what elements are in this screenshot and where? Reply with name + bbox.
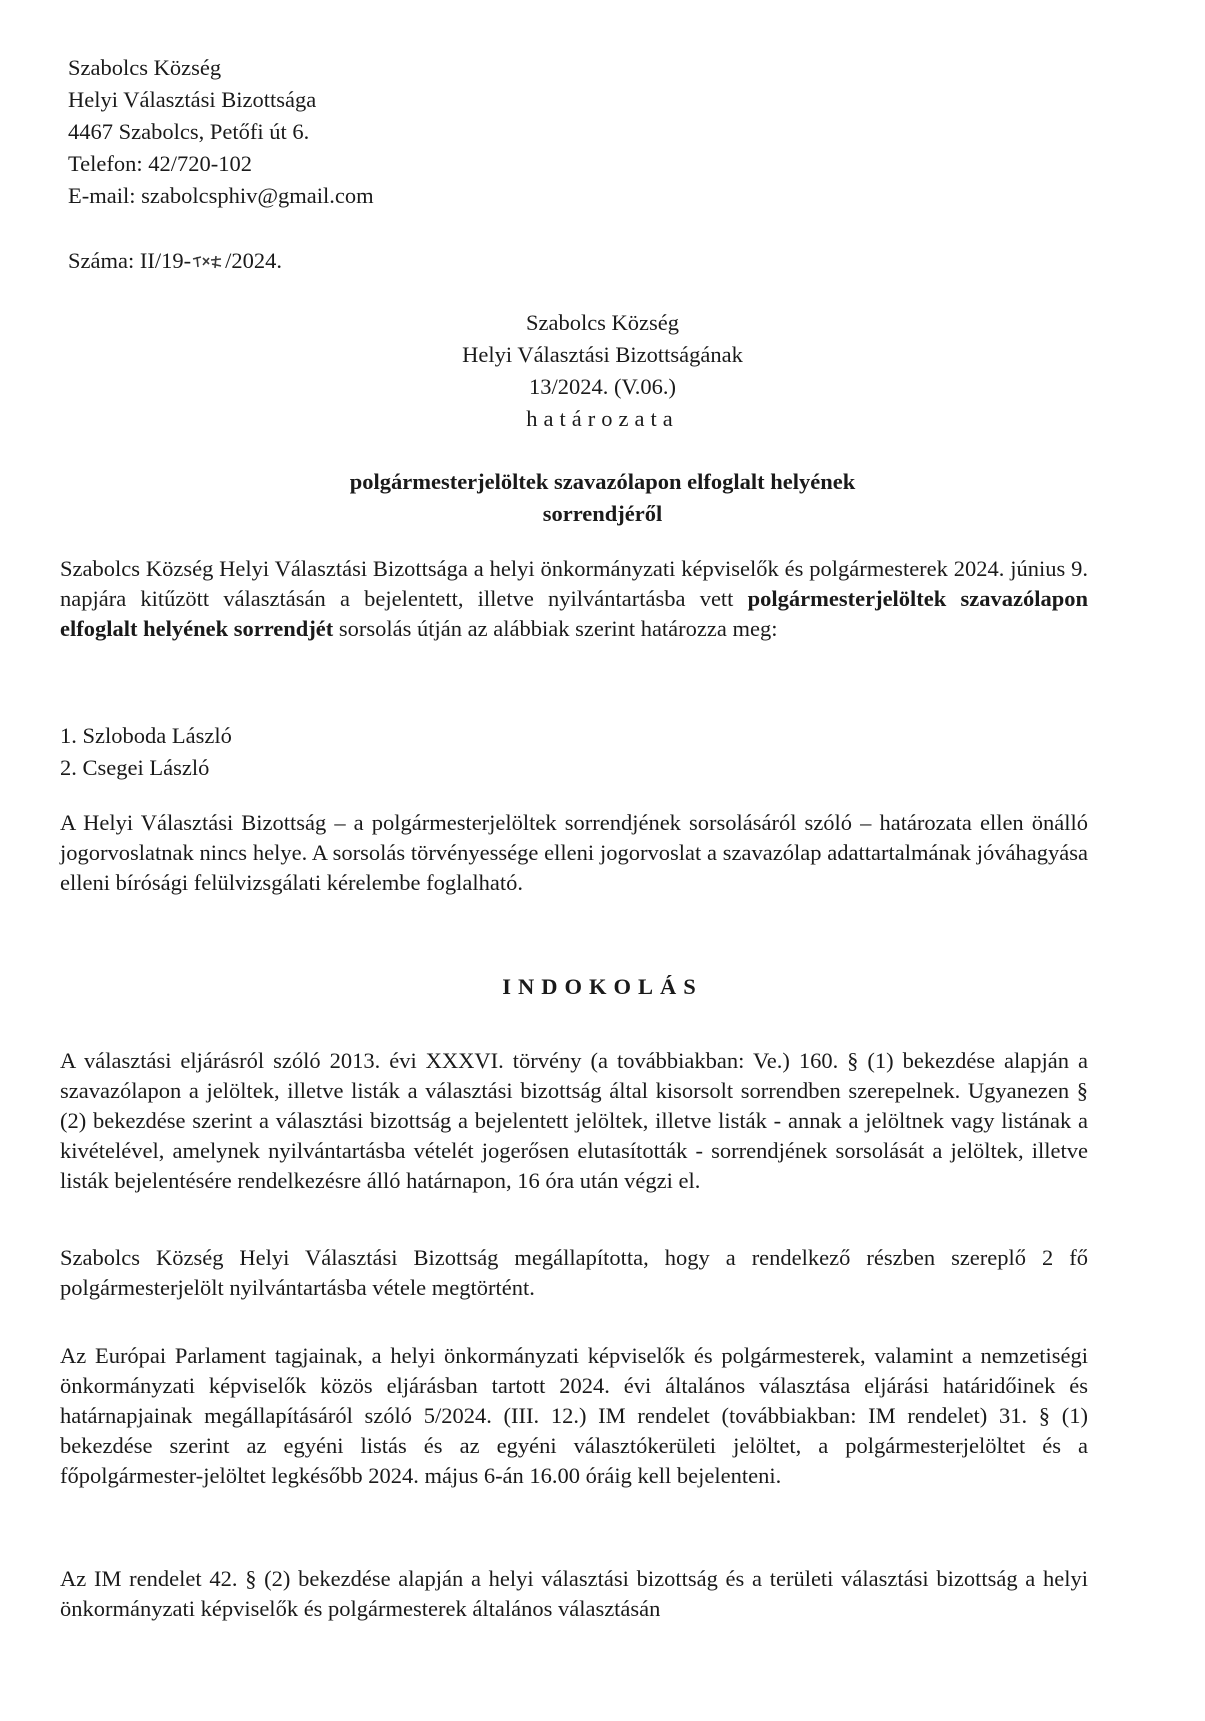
sender-phone: Telefon: 42/720-102 <box>68 151 253 176</box>
title-committee: Helyi Választási Bizottságának <box>462 342 743 367</box>
legal-remedy-paragraph: A Helyi Választási Bizottság – a polgármesterjelöltek sorrendjének sorsolásáról szóló – határozata ellen önálló jogorvoslatnak nincs helye. A sorsolás törvényessége elleni jogorvoslat a szavazólap adattartalmának jóváhagyása elleni bírósági felülvizsgálati kérelembe foglalható. <box>60 810 1088 895</box>
subject-line-2: sorrendjéről <box>542 501 663 526</box>
decision-text-after: sorsolás útján az alábbiak szerint határozza meg: <box>338 616 778 641</box>
reference-prefix: Száma: II/19- <box>68 248 192 273</box>
sender-email: E-mail: szabolcsphiv@gmail.com <box>68 183 374 208</box>
resolution-label: határozata <box>526 406 679 431</box>
sender-postal-address: 4467 Szabolcs, Petőfi út 6. <box>68 119 310 144</box>
decision-paragraph <box>60 554 1088 644</box>
title-municipality: Szabolcs Község <box>525 310 680 335</box>
resolution-title <box>0 307 1205 435</box>
handwritten-number-scribble <box>191 254 225 272</box>
reasoning-heading: INDOKOLÁS <box>502 974 703 999</box>
candidate-list <box>60 720 232 784</box>
sender-committee: Helyi Választási Bizottsága <box>68 87 317 112</box>
sender-municipality: Szabolcs Község <box>68 55 222 80</box>
reasoning-paragraph-4: Az IM rendelet 42. § (2) bekezdése alapján a helyi választási bizottság és a területi választási bizottság a helyi önkormányzati képviselők és polgármesterek általános választásán <box>60 1566 1088 1621</box>
sender-address-block <box>68 52 374 212</box>
reasoning-paragraph-3: Az Európai Parlament tagjainak, a helyi önkormányzati képviselők és polgármesterek, valamint a nemzetiségi önkormányzati képviselők közös eljárásban tartott 2024. évi általános választása eljárási határidőinek és határnapjainak megállapításáról szóló 5/2024. (III. 12.) IM rendelet (továbbiakban: IM rendelet) 31. § (1) bekezdése szerint az egyéni listás és az egyéni választókerületi jelöltet, a polgármesterjelöltet és a főpolgármester-jelöltet legkésőbb 2024. május 6-án 16.00 óráig kell bejelenteni. <box>60 1343 1088 1488</box>
resolution-subject <box>0 466 1205 530</box>
decision-text-bold: polgármesterjelöltek szavazólapon elfoglalt helyének sorrendjét <box>60 586 1088 641</box>
subject-line-1: polgármesterjelöltek szavazólapon elfoglalt helyének <box>349 469 856 494</box>
decision-text-before: Szabolcs Község Helyi Választási Bizottsága a helyi önkormányzati képviselők és polgármesterek 2024. június 9. napjára kitűzött választásán a bejelentett, illetve nyilvántartásba vett <box>60 556 1088 611</box>
candidate-item: 2. Csegei László <box>60 755 210 780</box>
candidate-item: 1. Szloboda László <box>60 723 232 748</box>
reference-number <box>68 246 282 276</box>
reasoning-paragraph-2: Szabolcs Község Helyi Választási Bizottság megállapította, hogy a rendelkező részben szereplő 2 fő polgármesterjelölt nyilvántartásba vétele megtörtént. <box>60 1245 1088 1300</box>
reasoning-paragraph-1: A választási eljárásról szóló 2013. évi XXXVI. törvény (a továbbiakban: Ve.) 160. § (1) bekezdése alapján a szavazólapon a jelöltek, illetve listák a választási bizottság által kisorsolt sorrendben szerepelnek. Ugyanezen § (2) bekezdése szerint a választási bizottság a bejelentett jelöltek, illetve listák - annak a jelöltnek vagy listának a kivételével, amelynek nyilvántartásba vételét jogerősen elutasították - sorrendjének sorsolását a jelöltek, illetve listák bejelentésére rendelkezésre álló határnapon, 16 óra után végzi el. <box>60 1048 1088 1193</box>
reference-suffix: /2024. <box>225 248 282 273</box>
resolution-number: 13/2024. (V.06.) <box>528 374 677 399</box>
